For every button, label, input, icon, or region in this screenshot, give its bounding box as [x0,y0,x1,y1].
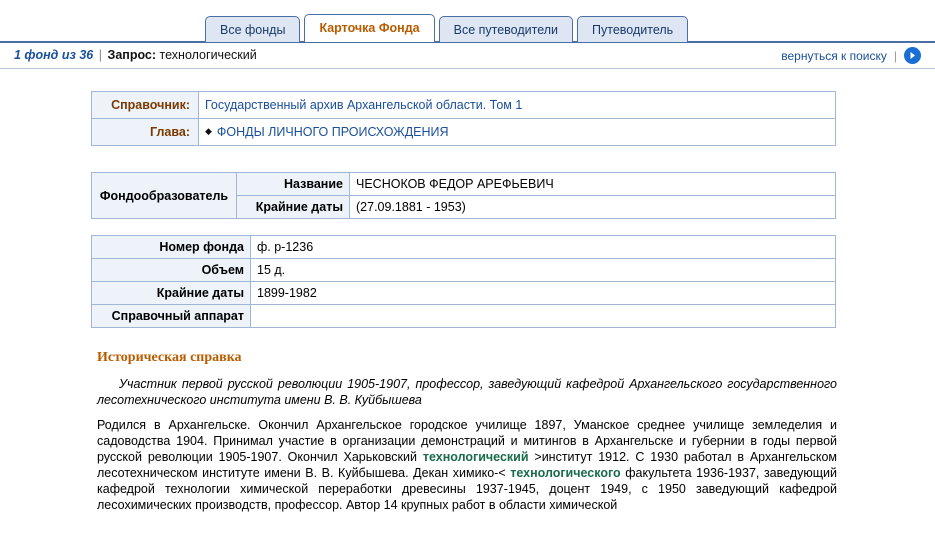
guide-link[interactable]: Государственный архив Архангельской области. Том 1 [205,98,523,112]
table-row [92,173,836,196]
search-highlight-2: технологического [510,466,621,480]
diamond-bullet-icon: ◆ [205,126,212,136]
fund-finding-aid-label: Справочный аппарат [92,305,251,328]
fund-volume-value: 15 д. [251,259,836,282]
query-label: Запрос: [107,48,157,62]
query-summary [14,48,257,62]
reference-table [91,91,836,146]
fund-number-value: ф. р-1236 [251,236,836,259]
search-highlight-1: технологический [422,450,529,464]
tab-all-funds[interactable]: Все фонды [205,16,300,42]
historical-note [97,350,837,513]
actions-separator: | [893,48,897,63]
tab-list [205,14,688,42]
table-row [92,282,836,305]
result-count: 1 фонд из 36 [14,48,94,62]
table-row [92,236,836,259]
table-row [92,305,836,328]
table-row [92,119,836,146]
creator-table [91,172,836,219]
table-row [92,259,836,282]
fund-volume-label: Объем [92,259,251,282]
body-part-3: факультета 1936-1937, заведующий кафедрой технологии химической переработки древесины 1937-1945, доцент 1949, с 1950 заведующий кафедрой лесохимических производств, профессор. Автор 14 крупных работ в области химической [97,466,837,512]
tab-fund-card[interactable]: Карточка Фонда [304,14,434,42]
chapter-value [199,119,836,146]
fund-card-content [0,91,935,513]
guide-label: Справочник: [92,92,199,119]
fund-properties-table [91,235,836,328]
historical-note-lead: Участник первой русской революции 1905-1907, профессор, заведующий кафедрой Архангельского государственного лесотехнического института имени В. В. Куйбышева [97,377,837,407]
back-to-search-link[interactable]: вернуться к поиску [781,48,887,63]
historical-note-body [97,417,837,513]
fund-number-label: Номер фонда [92,236,251,259]
creator-name-value: ЧЕСНОКОВ ФЕДОР АРЕФЬЕВИЧ [350,173,836,196]
tabs-bar [0,0,935,43]
creator-row-header: Фондообразователь [92,173,237,219]
fund-dates-value: 1899-1982 [251,282,836,305]
body-part-1: Родился в Архангельске. Окончил Архангельское городское училище 1897, Уманское среднее училище земледелия и садоводства 1904. Принимал участие в организации демонстраций и митингов в Архангельске и губернии в годы первой русской революции 1905-1907. Окончил Харьковский [97,418,837,464]
chapter-label: Глава: [92,119,199,146]
chapter-link[interactable]: ФОНДЫ ЛИЧНОГО ПРОИСХОЖДЕНИЯ [216,125,449,139]
historical-note-title: Историческая справка [97,350,242,365]
table-row [92,92,836,119]
guide-value [199,92,836,119]
query-actions [781,47,921,64]
fund-dates-label: Крайние даты [92,282,251,305]
body-part-2: >институт 1912. С 1930 работал в Архангельском лесотехническом институте имени В. В. Куйбышева. Декан химико-< [97,450,837,480]
tab-all-guides[interactable]: Все путеводители [439,16,573,42]
fund-finding-aid-value [251,305,836,328]
tab-guide[interactable]: Путеводитель [577,16,688,42]
creator-dates-label: Крайние даты [237,196,350,219]
creator-dates-value: (27.09.1881 - 1953) [350,196,836,219]
query-value: технологический [159,48,257,62]
arrow-right-icon[interactable] [904,47,921,64]
query-bar [0,43,935,69]
query-separator: | [98,48,102,62]
creator-name-label: Название [237,173,350,196]
